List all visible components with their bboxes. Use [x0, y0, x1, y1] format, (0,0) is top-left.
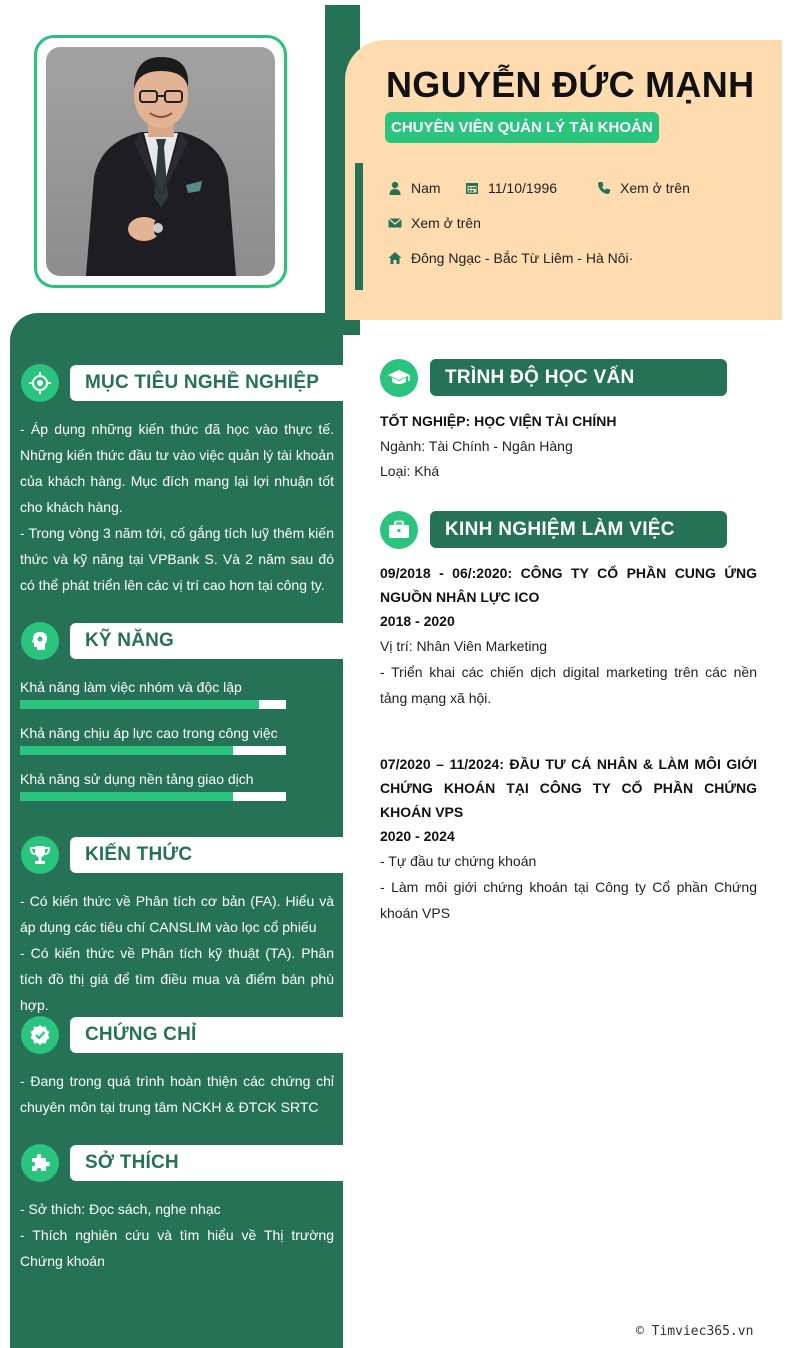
- header-accent-bar: [355, 163, 363, 290]
- objective-line: - Áp dụng những kiến thức đã học vào thực tế. Những kiến thức đầu tư vào việc quản lý tài khoản của khách hàng. Mục đích mang lại lợi nhuận tốt cho khách hàng.: [20, 421, 334, 515]
- footer-watermark: © Timviec365.vn: [636, 1324, 754, 1339]
- knowledge-title-box: [70, 837, 343, 873]
- person-icon: [388, 181, 402, 195]
- education-title: TRÌNH ĐỘ HỌC VẤN: [445, 367, 635, 388]
- email-info: [388, 215, 481, 231]
- knowledge-text: [20, 888, 334, 1018]
- job-line: - Tự đầu tư chứng khoán: [380, 853, 537, 869]
- experience-job: [380, 752, 757, 926]
- certificates-title: CHỨNG CHỈ: [85, 1024, 197, 1045]
- skill-bar-fill: [20, 700, 259, 709]
- skills-title: KỸ NĂNG: [85, 630, 175, 651]
- job-line: - Triển khai các chiến dịch digital marketing trên các nền tảng mạng xã hội.: [380, 664, 757, 706]
- knowledge-line: - Có kiến thức về Phân tích cơ bản (FA). Hiểu và áp dụng các tiêu chí CANSLIM vào lọc cổ phiếu: [20, 893, 334, 935]
- briefcase-icon: [380, 511, 418, 549]
- home-icon: [388, 251, 402, 265]
- skill-bar-fill: [20, 792, 233, 801]
- photo-card: [0, 0, 325, 313]
- phone-info: [597, 180, 690, 196]
- trophy-icon: [21, 836, 59, 874]
- birthday-value: 11/10/1996: [488, 180, 558, 196]
- hobbies-line: - Sở thích: Đọc sách, nghe nhạc: [20, 1201, 221, 1217]
- skill-bar-fill: [20, 746, 233, 755]
- objective-text: [20, 416, 334, 598]
- brain-icon: [21, 622, 59, 660]
- education-school: TỐT NGHIỆP: HỌC VIỆN TÀI CHÍNH: [380, 413, 617, 429]
- skill-bar-track: [20, 746, 286, 755]
- job-line: - Làm môi giới chứng khoán tại Công ty Cổ phần Chứng khoán VPS: [380, 879, 757, 921]
- address-value: Đông Ngạc - Bắc Từ Liêm - Hà Nôi·: [411, 250, 634, 266]
- knowledge-line: - Có kiến thức về Phân tích kỹ thuật (TA). Phân tích đồ thị giá để tìm điều mua và điểm bán phù hợp.: [20, 945, 334, 1013]
- hobbies-text: [20, 1196, 334, 1274]
- certificates-line: - Đang trong quá trình hoàn thiện các chứng chỉ chuyên môn tại trung tâm NCKH & ĐTCK SRTC: [20, 1073, 334, 1115]
- education-major: Ngành: Tài Chính - Ngân Hàng: [380, 438, 573, 454]
- job-heading: 07/2020 – 11/2024: ĐẦU TƯ CÁ NHÂN & LÀM MÔI GIỚI CHỨNG KHOÁN TẠI CÔNG TY CỔ PHẦN CHỨNG KHOÁN VPS: [380, 756, 757, 820]
- objective-title-box: [70, 365, 343, 401]
- skill-bar-track: [20, 700, 286, 709]
- skill-label: Khả năng chịu áp lực cao trong công việc: [20, 725, 278, 741]
- target-icon: [21, 364, 59, 402]
- photo-frame: [34, 35, 287, 288]
- knowledge-title: KIẾN THỨC: [85, 844, 193, 865]
- certificates-text: [20, 1068, 334, 1120]
- puzzle-icon: [21, 1144, 59, 1182]
- skill-label: Khả năng sử dụng nền tảng giao dịch: [20, 771, 254, 787]
- profile-photo: [46, 47, 275, 276]
- phone-icon: [597, 181, 611, 195]
- gender-value: Nam: [411, 180, 441, 196]
- profile-photo-illustration: [46, 47, 275, 276]
- experience-title-box: [430, 511, 727, 548]
- job-period: 2018 - 2020: [380, 613, 455, 629]
- email-value: Xem ở trên: [411, 215, 481, 231]
- objective-title: MỤC TIÊU NGHỀ NGHIỆP: [85, 372, 320, 393]
- birthday-info: [465, 180, 557, 196]
- hobbies-line: - Thích nghiên cứu và tìm hiểu về Thị trường Chứng khoán: [20, 1227, 334, 1269]
- education-text: [380, 409, 757, 484]
- certificate-badge-icon: [21, 1016, 59, 1054]
- hobbies-title: SỞ THÍCH: [85, 1152, 179, 1173]
- education-title-box: [430, 359, 727, 396]
- education-grade: Loại: Khá: [380, 463, 440, 479]
- experience-title: KINH NGHIỆM LÀM VIỆC: [445, 519, 675, 540]
- skill-bar-track: [20, 792, 286, 801]
- gender-info: [388, 180, 441, 196]
- address-info: [388, 250, 633, 266]
- skill-label: Khả năng làm việc nhóm và độc lập: [20, 679, 242, 695]
- phone-value: Xem ở trên: [620, 180, 690, 196]
- job-title-badge: CHUYÊN VIÊN QUẢN LÝ TÀI KHOẢN: [385, 112, 659, 143]
- candidate-name: NGUYỄN ĐỨC MẠNH: [386, 64, 755, 105]
- graduation-cap-icon: [380, 359, 418, 397]
- hobbies-title-box: [70, 1145, 343, 1181]
- job-line: Vị trí: Nhân Viên Marketing: [380, 638, 548, 654]
- objective-line: - Trong vòng 3 năm tới, cố gắng tích luỹ thêm kiến thức và kỹ năng tại VPBank S. Và 2 năm sau đó có thể phát triển lên các vị trí cao hơn tại công ty.: [20, 525, 334, 593]
- experience-job: [380, 561, 757, 711]
- skills-title-box: [70, 623, 343, 659]
- calendar-icon: [465, 181, 479, 195]
- job-heading: 09/2018 - 06/:2020: CÔNG TY CỔ PHẦN CUNG ỨNG NGUỒN NHÂN LỰC ICO: [380, 565, 757, 605]
- envelope-icon: [388, 216, 402, 230]
- job-period: 2020 - 2024: [380, 828, 455, 844]
- certificates-title-box: [70, 1017, 343, 1053]
